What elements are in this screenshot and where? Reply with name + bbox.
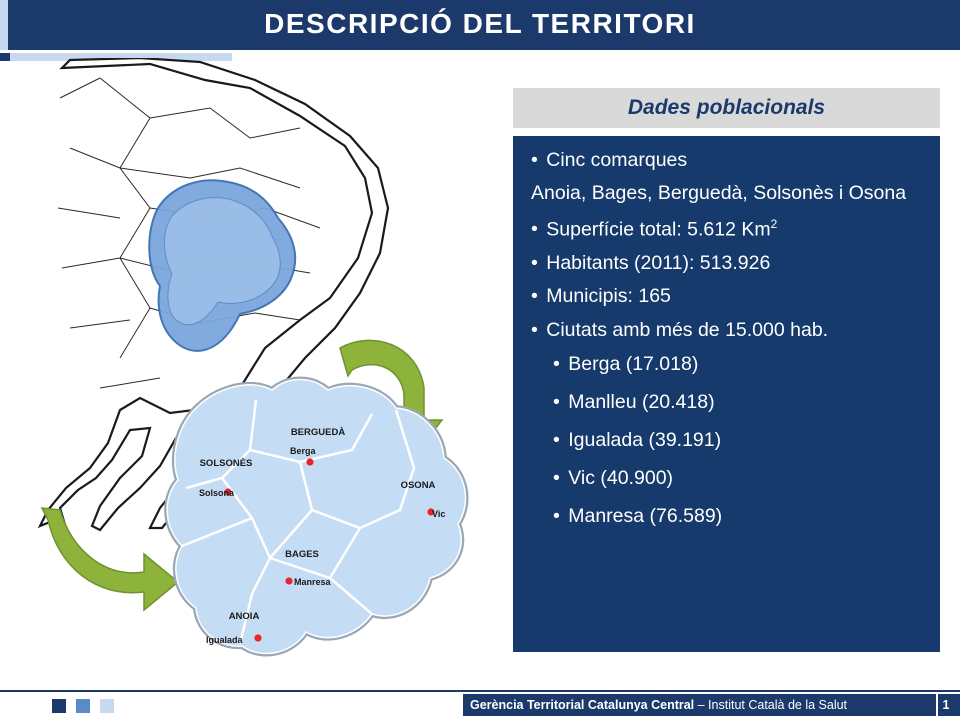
info-text: Habitants (2011): 513.926: [546, 251, 771, 274]
population-data-box: [513, 136, 940, 652]
catalonia-highlight-region: [149, 180, 295, 351]
city-item-vic: [553, 467, 924, 490]
footer-square-3: [100, 699, 114, 713]
label-osona: OSONA: [400, 480, 436, 491]
footer-org-rest: – Institut Català de la Salut: [694, 698, 848, 712]
footer-organisation: [470, 694, 847, 716]
detail-map-five-comarques: [167, 380, 465, 654]
city-dot-manresa: [285, 577, 292, 584]
footer-square-2: [76, 699, 90, 713]
city-item-manlleu: [553, 391, 924, 414]
bullet-icon: •: [531, 318, 538, 341]
bullet-icon: •: [553, 429, 560, 452]
bullet-icon: •: [531, 218, 538, 241]
city-label-vic: Vic: [432, 509, 446, 519]
city-text: Igualada (39.191): [568, 429, 722, 452]
bullet-icon: •: [531, 285, 538, 308]
city-label-manresa: Manresa: [294, 577, 331, 587]
label-bages: BAGES: [285, 549, 319, 560]
city-label-solsona: Solsona: [199, 488, 235, 498]
map-graphic: [0, 58, 505, 673]
footer-org-bold: Gerència Territorial Catalunya Central: [470, 698, 695, 712]
city-text: Vic (40.900): [568, 467, 674, 490]
page-title: DESCRIPCIÓ DEL TERRITORI: [264, 8, 696, 39]
info-line-comarca-names: [531, 183, 924, 203]
info-text: Ciutats amb més de 15.000 hab.: [546, 318, 829, 341]
info-text: Cinc comarques: [546, 149, 688, 171]
info-text: Superfície total: 5.612 Km: [546, 218, 771, 241]
bullet-icon: •: [553, 353, 560, 376]
city-label-igualada: Igualada: [206, 635, 243, 645]
city-text: Manresa (76.589): [568, 505, 723, 528]
info-line-comarques: [531, 150, 924, 170]
city-text: Berga (17.018): [568, 353, 699, 376]
bullet-icon: •: [531, 251, 538, 274]
section-title: Dades poblacionals: [513, 88, 940, 128]
footer-square-1: [52, 699, 66, 713]
city-item-igualada: [553, 429, 924, 452]
bullet-icon: •: [553, 505, 560, 528]
info-line-municipis: [531, 286, 924, 306]
label-anoia: ANOIA: [228, 611, 260, 622]
info-line-ciutats: [531, 320, 924, 340]
label-solsones: SOLSONÈS: [199, 458, 253, 469]
info-line-superficie: [531, 218, 924, 240]
bullet-icon: •: [553, 467, 560, 490]
city-dot-igualada: [254, 634, 261, 641]
city-item-berga: [553, 353, 924, 376]
info-text: Anoia, Bages, Berguedà, Solsonès i Osona: [531, 182, 907, 205]
superscript-two: 2: [770, 216, 778, 231]
info-text: Municipis: 165: [546, 285, 671, 308]
city-item-manresa: [553, 505, 924, 528]
page-number: 1: [936, 694, 954, 716]
label-bergueda: BERGUEDÀ: [290, 427, 346, 438]
bullet-icon: •: [553, 391, 560, 414]
info-line-habitants: [531, 253, 924, 273]
city-text: Manlleu (20.418): [568, 391, 715, 414]
city-dot-berga: [306, 458, 313, 465]
bullet-icon: •: [531, 149, 538, 171]
footer-rule: [0, 690, 960, 692]
city-label-berga: Berga: [290, 446, 316, 456]
